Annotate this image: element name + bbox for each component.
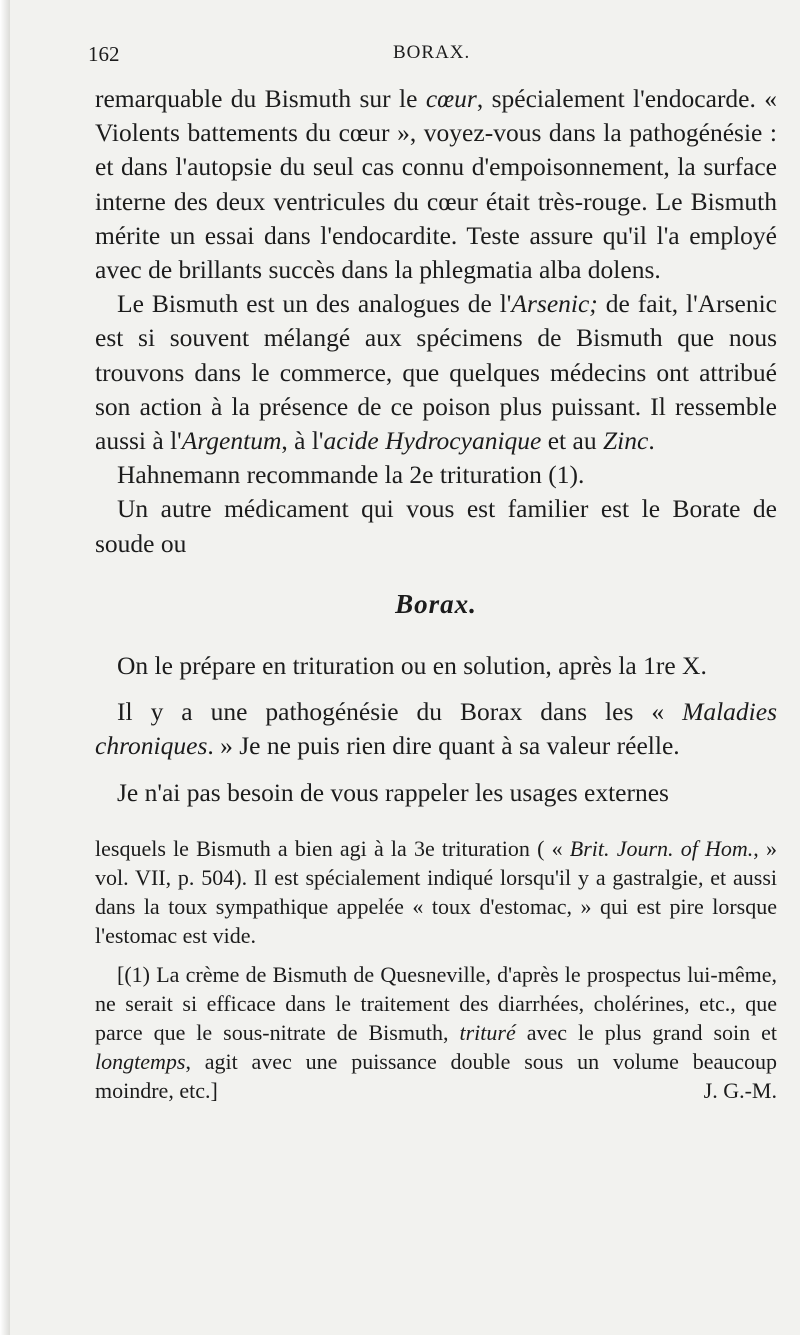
page-number: 162 [88,42,120,66]
text-run: . » Je ne puis rien dire quant à sa valeur réelle. [207,731,680,761]
italic-run: acide Hydrocyanique [323,426,542,456]
italic-run: longtemps [95,1048,186,1074]
page-header [88,42,778,72]
paragraph-gastralgia [95,834,777,950]
footnote-signature: J. G.-M. [703,1077,777,1103]
text-run: , » vol. VII, p. 504). Il est spécialement indiqué lorsqu'il y a gastralgie, et aussi dans la toux sympathique appelée « toux d'estomac, » qui est pire lorsque l'estomac est vide. [95,835,777,948]
running-head: BORAX. [393,42,471,63]
paragraph-hahnemann: Hahnemann recommande la 2e trituration (1). [117,460,585,490]
italic-run: Brit. Journ. of Hom. [569,835,754,861]
italic-run: Maladies chroniques [95,697,777,761]
text-run: . [648,426,655,456]
paragraph-borate: Un autre médicament qui vous est familier est le Borate de soude ou [95,494,777,558]
paragraph-endocarditis [95,82,777,287]
text-run: Le Bismuth est un des analogues de l' [117,289,512,319]
italic-run: trituré [459,1019,516,1045]
paragraph-preparation: On le prépare en trituration ou en solution, après la 1re X. [117,651,707,681]
page-spine-shadow [0,0,10,1335]
body-text [95,82,777,1105]
text-run: Il y a une pathogénésie du Borax dans les « [117,697,683,727]
paragraph-arsenic [95,287,777,458]
italic-run: Argentum [181,426,282,456]
text-run: et au [541,426,603,456]
text-run: lesquels le Bismuth a bien agi à la 3e trituration ( « [95,835,570,861]
italic-run: Arsenic; [511,289,598,319]
italic-run: Zinc [602,426,649,456]
text-run: [(1) La crème de Bismuth de Quesneville, d'après le prospectus lui-même, ne serait si efficace dans le traitement des diarrhées, cholérines, etc., que parce que le sous-nitrate de Bismuth, [95,961,777,1045]
section-heading-borax: Borax. [395,588,477,619]
footnote [95,960,777,1105]
text-run: , à l' [281,426,324,456]
text-run: , spécialement l'endocarde. « Violents battements du cœur », voyez-vous dans la pathogénésie : et dans l'autopsie du seul cas connu d'empoisonnement, la surface interne des deux ventricules du cœur était très-rouge. Le Bismuth mérite un essai dans l'endocardite. Teste assure qu'il l'a employé avec de brillants succès dans la phlegmatia alba dolens. [95,84,778,285]
paragraph-pathogenesis [95,695,777,763]
text-run: remarquable du Bismuth sur le [95,84,426,113]
text-run: de fait, l'Arsenic est si souvent mélangé aux spécimens de Bismuth que nous trouvons dans le commerce, que quelques médecins ont attribué son action à la présence de ce poison plus puissant. Il ressemble aussi à l' [95,289,778,456]
text-run: , agit avec une puissance double sous un volume beaucoup moindre, etc.] [95,1048,777,1103]
text-run: avec le plus grand soin et [515,1019,777,1045]
paragraph-external-uses: Je n'ai pas besoin de vous rappeler les usages externes [117,777,669,807]
italic-run: cœur [425,84,477,113]
